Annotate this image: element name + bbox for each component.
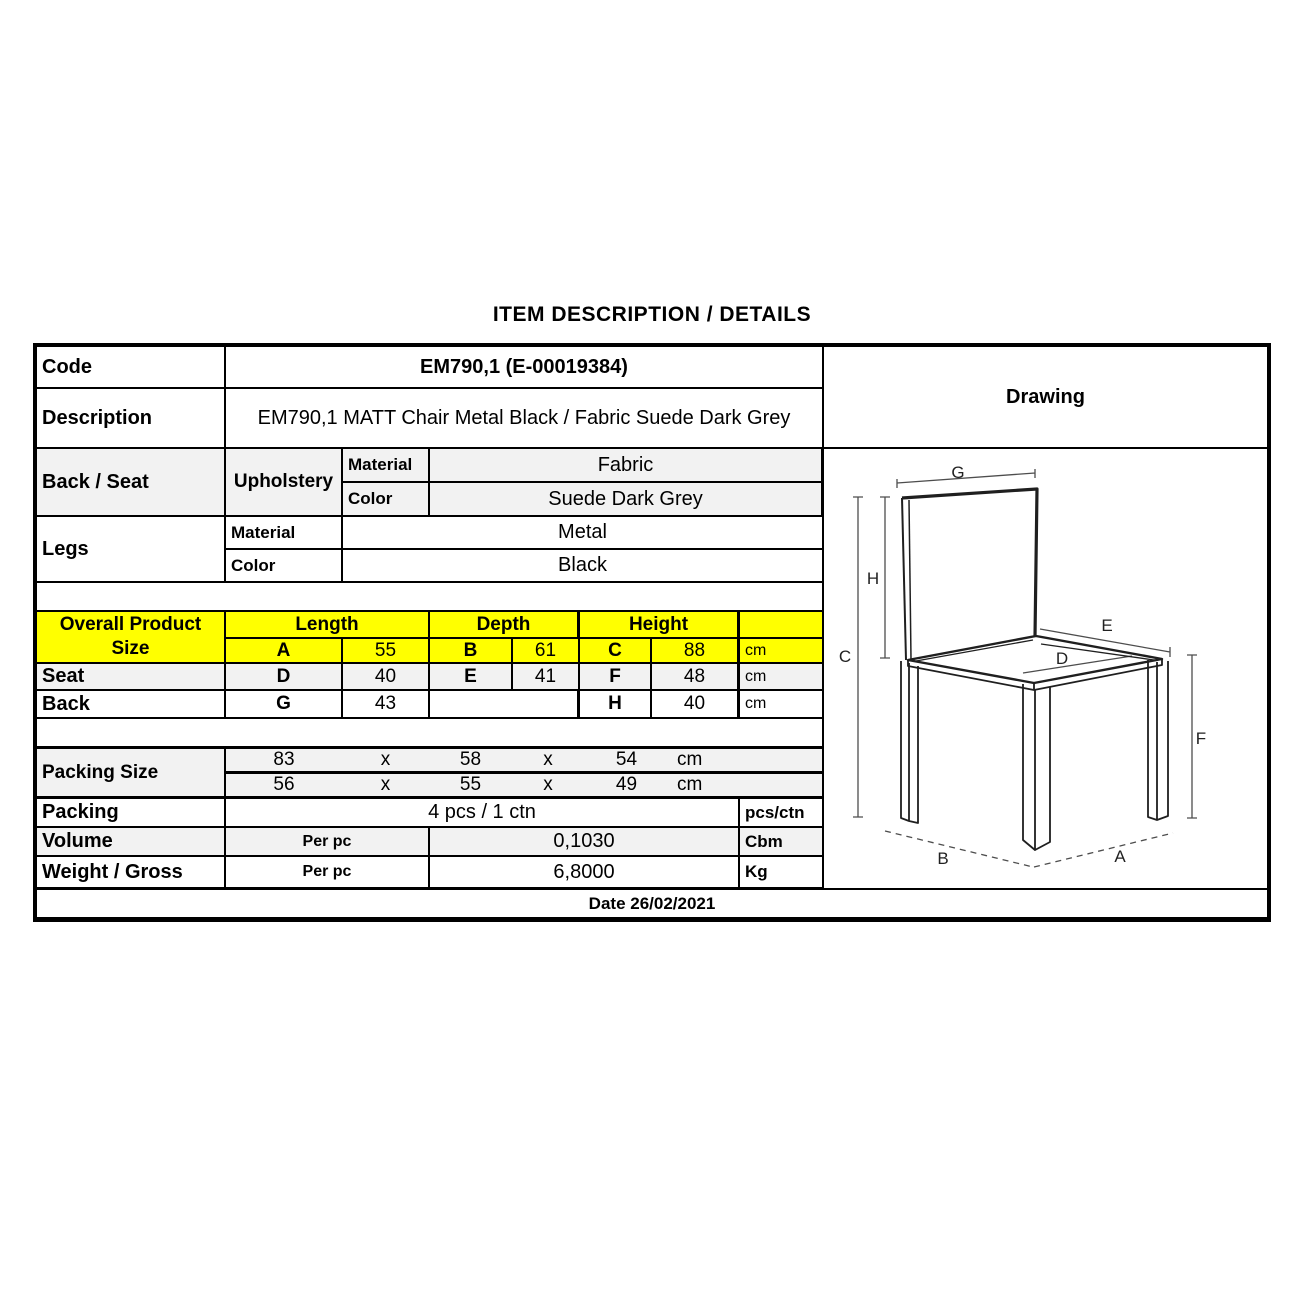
packing-value: 4 pcs / 1 ctn <box>226 799 738 826</box>
spacer-row-2 <box>37 719 822 746</box>
seat-surface <box>908 636 1162 683</box>
dim-line-a <box>1034 833 1173 867</box>
back-seat-material-label: Material <box>343 449 428 481</box>
legs-material-label: Material <box>226 517 341 548</box>
packing-size-1-depth: 58 <box>459 749 482 770</box>
back-seat-color-label: Color <box>343 483 428 515</box>
dim-label-a: A <box>1114 847 1126 866</box>
dim-label-c: C <box>838 647 852 666</box>
overall-length-value: 55 <box>343 639 428 662</box>
dim-label-f: F <box>1195 729 1207 748</box>
seat-thickness <box>908 659 1162 690</box>
backrest-top-right-edge <box>902 489 1037 637</box>
front-leg <box>1023 684 1050 850</box>
legs-color-value: Black <box>343 550 822 581</box>
back-length-key: G <box>226 691 341 717</box>
volume-label: Volume <box>37 828 224 855</box>
packing-size-2-height: 49 <box>615 774 638 795</box>
back-height-key: H <box>580 691 650 717</box>
overall-length-key: A <box>226 639 341 662</box>
packing-label: Packing <box>37 799 224 826</box>
overall-unit: cm <box>740 639 822 662</box>
volume-basis: Per pc <box>226 828 428 855</box>
weight-label: Weight / Gross <box>37 857 224 887</box>
drawing-header: Drawing <box>824 347 1267 447</box>
packing-size-row-1 <box>226 749 822 771</box>
dim-line-c <box>853 497 863 817</box>
spec-table <box>33 343 1271 922</box>
weight-basis: Per pc <box>226 857 428 887</box>
back-height-value: 40 <box>652 691 737 717</box>
back-depth-empty <box>430 691 577 717</box>
packing-size-2-depth: 55 <box>459 774 482 795</box>
page-title: ITEM DESCRIPTION / DETAILS <box>492 303 812 326</box>
overall-product-line1: Overall Product <box>59 614 202 635</box>
upholstery-label: Upholstery <box>226 449 341 515</box>
dim-label-h: H <box>866 569 880 588</box>
seat-length-key: D <box>226 664 341 689</box>
code-label: Code <box>37 347 224 387</box>
height-column-header: Height <box>580 612 737 637</box>
seat-depth-value: 41 <box>513 664 578 689</box>
dim-label-b: B <box>937 849 949 868</box>
seat-depth-key: E <box>430 664 511 689</box>
seat-length-value: 40 <box>343 664 428 689</box>
seat-row-label: Seat <box>37 664 224 689</box>
dim-line-b <box>885 831 1033 867</box>
packing-size-1-height: 54 <box>615 749 638 770</box>
packing-size-2-length: 56 <box>273 774 295 795</box>
packing-size-row-2 <box>226 774 822 796</box>
back-left-leg <box>901 661 918 823</box>
overall-product-size-label <box>37 612 224 662</box>
date-row: Date 26/02/2021 <box>37 890 1267 917</box>
code-value: EM790,1 (E-00019384) <box>226 347 822 387</box>
back-seat-label: Back / Seat <box>37 449 224 515</box>
back-unit: cm <box>740 691 822 717</box>
backrest-left-outer-edge <box>902 498 906 660</box>
chair-drawing <box>824 449 1267 888</box>
packing-size-1-unit: cm <box>677 749 703 770</box>
legs-color-label: Color <box>226 550 341 581</box>
overall-depth-value: 61 <box>513 639 578 662</box>
description-label: Description <box>37 389 224 447</box>
dim-line-h <box>880 497 890 658</box>
overall-height-key: C <box>580 639 650 662</box>
seat-unit: cm <box>740 664 822 689</box>
volume-unit: Cbm <box>740 828 822 855</box>
packing-unit: pcs/ctn <box>740 799 822 826</box>
yellow-unit-header-empty <box>740 612 822 637</box>
backrest-left-inner-edge <box>909 500 911 659</box>
back-length-value: 43 <box>343 691 428 717</box>
chair-outline <box>901 489 1168 850</box>
depth-column-header: Depth <box>430 612 577 637</box>
packing-size-label: Packing Size <box>37 749 224 796</box>
dim-label-e: E <box>1101 616 1113 635</box>
dim-label-g: G <box>951 463 965 482</box>
drawing-area <box>824 449 1267 888</box>
dim-line-d <box>1023 656 1132 673</box>
description-value: EM790,1 MATT Chair Metal Black / Fabric Suede Dark Grey <box>226 389 822 447</box>
overall-height-value: 88 <box>652 639 737 662</box>
seat-height-value: 48 <box>652 664 737 689</box>
packing-size-1-length: 83 <box>273 749 295 770</box>
overall-depth-key: B <box>430 639 511 662</box>
packing-size-2-x2: x <box>543 774 553 795</box>
back-seat-material-value: Fabric <box>430 449 821 481</box>
spacer-row-1 <box>37 583 822 610</box>
back-seat-color-value: Suede Dark Grey <box>430 483 821 515</box>
right-leg <box>1148 660 1168 820</box>
legs-label: Legs <box>37 517 224 581</box>
packing-size-2-unit: cm <box>677 774 703 795</box>
length-column-header: Length <box>226 612 428 637</box>
seat-height-key: F <box>580 664 650 689</box>
packing-size-1-x1: x <box>380 749 391 770</box>
weight-value: 6,8000 <box>430 857 738 887</box>
packing-size-1-x2: x <box>543 749 553 770</box>
packing-size-2-x1: x <box>380 774 391 795</box>
legs-material-value: Metal <box>343 517 822 548</box>
dim-line-g <box>897 469 1035 488</box>
dim-label-d: D <box>1055 649 1069 668</box>
overall-product-line2: Size <box>111 638 150 659</box>
back-row-label: Back <box>37 691 224 717</box>
volume-value: 0,1030 <box>430 828 738 855</box>
weight-unit: Kg <box>740 857 822 887</box>
